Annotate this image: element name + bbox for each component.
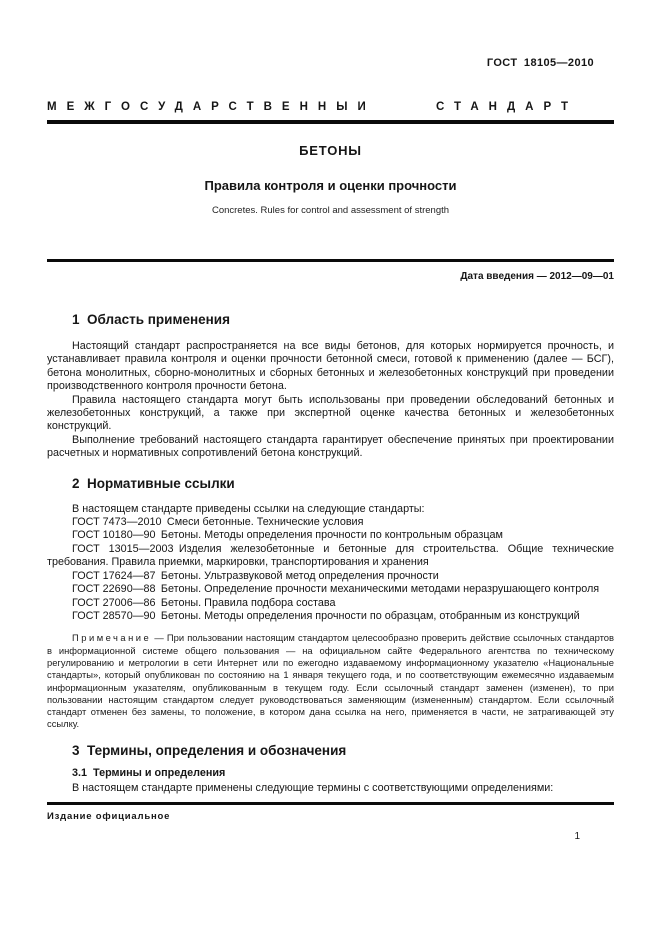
- document-title: БЕТОНЫ: [299, 143, 362, 158]
- section-3-1-subheading: 3.1 Термины и определения: [72, 766, 226, 779]
- reference-item: ГОСТ 10180—90 Бетоны. Методы определения прочности по контрольным образцам: [72, 529, 503, 542]
- date-rule: [47, 259, 614, 262]
- section-1-paragraph: Выполнение требований настоящего стандарта гарантирует обеспечение принятых при проектировании расчетных и нормативных сопротивлений бетона конструкций.: [47, 433, 614, 460]
- section-1-heading: 1 Область применения: [72, 312, 230, 327]
- section-3-heading: 3 Термины, определения и обозначения: [72, 742, 347, 758]
- header-rule: [47, 120, 614, 124]
- section-2-heading: 2 Нормативные ссылки: [72, 475, 235, 491]
- reference-item: ГОСТ 27006—86 Бетоны. Правила подбора состава: [72, 596, 336, 609]
- references-intro: В настоящем стандарте приведены ссылки на следующие стандарты:: [72, 502, 425, 515]
- note-text: — При пользовании настоящим стандартом целесообразно проверить действие ссылочных стандартов в информационной системе общего пользования — на официальном сайте Федерального агентства по техническому регулированию и метрологии в сети Интернет или по ежегодно издаваемому информационному указателю «Национальные стандарты», который опубликован по состоянию на 1 января текущего года, и по соответствующим ежемесячно издаваемым информационным указателям, опубликованным в текущем году. Если ссылочный стандарт заменен (изменен), то при пользовании настоящим стандартом следует руководствоваться заменяющим (измененным) стандартом. Если ссылочный стандарт отменен без замены, то положение, в котором дана ссылка на него, применяется в части, не затрагивающей эту ссылку.: [47, 632, 614, 730]
- document-subtitle: Правила контроля и оценки прочности: [204, 178, 457, 193]
- section-1-paragraph: Правила настоящего стандарта могут быть использованы при проведении обследований бетонных и железобетонных конструкций, а также при экспертной оценке качества бетонных и железобетонных конструкций.: [47, 393, 614, 433]
- reference-item: ГОСТ 17624—87 Бетоны. Ультразвуковой метод определения прочности: [72, 569, 439, 582]
- terms-intro: В настоящем стандарте применены следующие термины с соответствующими определениями:: [72, 781, 554, 794]
- document-title-english: Concretes. Rules for control and assessment of strength: [211, 205, 450, 216]
- standard-type-label: МЕЖГОСУДАРСТВЕННЫЙ СТАНДАРТ: [47, 101, 578, 113]
- section-1-paragraph: Настоящий стандарт распространяется на все виды бетонов, для которых нормируется прочность, и устанавливает правила контроля и оценки прочности бетонной смеси, готовой к применению (далее — БСГ), бетона монолитных, сборно-монолитных и сборных бетонных и железобетонных конструкций при проведении производственного контроля прочности бетона.: [47, 340, 614, 393]
- reference-item: ГОСТ 13015—2003 Изделия железобетонные и бетонные для строительства. Общие технические требования. Правила приемки, маркировки, транспортирования и хранения: [47, 542, 614, 569]
- reference-item: ГОСТ 28570—90 Бетоны. Методы определения прочности по образцам, отобранным из конструкций: [72, 609, 580, 622]
- footnote-rule: [47, 802, 614, 805]
- doc-number: ГОСТ 18105—2010: [486, 57, 594, 69]
- note-block: [47, 632, 614, 730]
- effective-date: Дата введения — 2012—09—01: [460, 271, 614, 282]
- page-number: 1: [574, 831, 580, 843]
- reference-item: ГОСТ 7473—2010 Смеси бетонные. Технические условия: [72, 516, 364, 529]
- reference-item: ГОСТ 22690—88 Бетоны. Определение прочности механическими методами неразрушающего контроля: [72, 583, 600, 596]
- note-label: Примечание: [72, 632, 152, 644]
- official-edition-label: Издание официальное: [47, 811, 171, 823]
- references-list: [47, 503, 614, 624]
